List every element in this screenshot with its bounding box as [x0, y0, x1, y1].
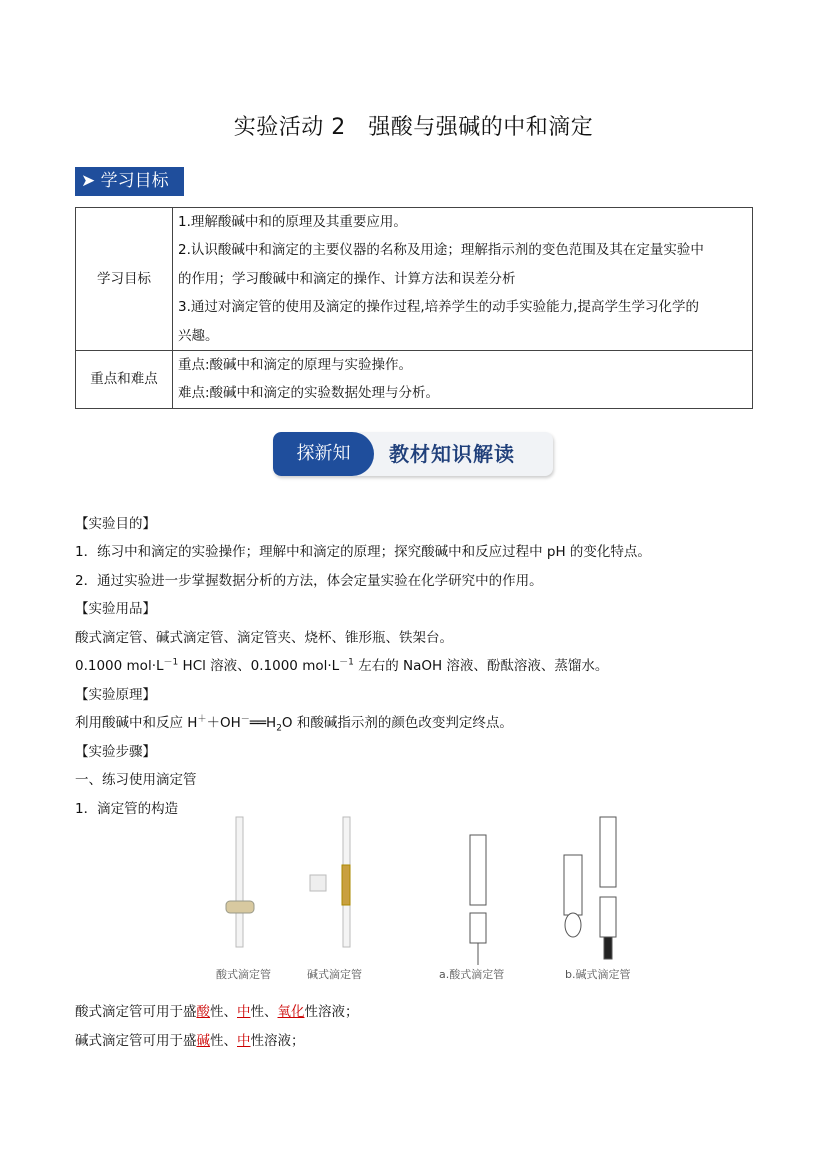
caption: 酸式滴定管 — [216, 968, 271, 981]
answer-blank: 酸 — [196, 1004, 210, 1020]
t: O 和酸碱指示剂的颜色改变判定终点。 — [281, 715, 513, 731]
t: ＋OH — [206, 715, 241, 731]
purpose-1: 1．练习中和滴定的实验操作；理解中和滴定的原理；探究酸碱中和反应过程中 pH 的变化特点。 — [75, 544, 651, 560]
t: －1 — [339, 657, 354, 668]
t: 利用酸碱中和反应 H — [75, 715, 198, 731]
principle — [75, 711, 513, 734]
acid-burette-note — [75, 1000, 359, 1020]
section-banner — [273, 432, 553, 476]
section-badge: ➤ 学习目标 — [75, 167, 184, 196]
base-burette-note — [75, 1029, 305, 1049]
row-head: 学习目标 — [76, 208, 173, 351]
t: 酸式滴定管可用于盛 — [75, 1004, 197, 1020]
purpose-2: 2．通过实验进一步掌握数据分析的方法，体会定量实验在化学研究中的作用。 — [75, 573, 543, 589]
objective-line: 兴趣。 — [178, 327, 219, 344]
objective-line: 1.理解酸碱中和的原理及其重要应用。 — [178, 214, 407, 230]
objective-line: 的作用；学习酸碱中和滴定的操作、计算方法和误差分析 — [178, 270, 516, 287]
step-1: 一、练习使用滴定管 — [75, 772, 197, 788]
heading-principle: 【实验原理】 — [75, 687, 156, 703]
materials-1: 酸式滴定管、碱式滴定管、滴定管夹、烧杯、锥形瓶、铁架台。 — [75, 630, 453, 646]
heading-steps: 【实验步骤】 — [75, 744, 156, 760]
heading-materials: 【实验用品】 — [75, 601, 156, 617]
answer-blank: 中 — [237, 1004, 251, 1020]
t: 性溶液； — [304, 1004, 359, 1020]
t: HCl 溶液、0.1000 mol·L — [178, 658, 340, 674]
objective-line: 2.认识酸碱中和滴定的主要仪器的名称及用途；理解指示剂的变色范围及其在定量实验中 — [178, 242, 704, 259]
t: 性、 — [250, 1004, 278, 1020]
answer-blank: 中 — [237, 1033, 251, 1049]
t: 性溶液； — [250, 1033, 305, 1049]
t: 2 — [276, 723, 282, 734]
key-line: 难点:酸碱中和滴定的实验数据处理与分析。 — [178, 385, 440, 402]
answer-blank: 碱 — [196, 1033, 210, 1049]
answer-blank: 氧化 — [277, 1004, 305, 1020]
t: － — [240, 714, 250, 725]
t: 左右的 NaOH 溶液、酚酞溶液、蒸馏水。 — [353, 658, 609, 674]
t: 0.1000 mol·L — [75, 658, 164, 674]
t: 碱式滴定管可用于盛 — [75, 1033, 197, 1049]
caption: b.碱式滴定管 — [565, 968, 631, 981]
banner-left: 探新知 — [273, 432, 374, 476]
row-head: 重点和难点 — [76, 351, 173, 409]
t: ＋ — [197, 714, 207, 725]
caption: 碱式滴定管 — [307, 968, 362, 981]
t: ══H — [249, 715, 277, 731]
t: 性、 — [210, 1004, 237, 1020]
burette-figure — [200, 815, 650, 965]
heading-purpose: 【实验目的】 — [75, 516, 156, 532]
objectives-table — [75, 207, 753, 409]
key-line: 重点:酸碱中和滴定的原理与实验操作。 — [178, 357, 413, 374]
materials-2 — [75, 654, 608, 674]
caption: a.酸式滴定管 — [439, 968, 505, 981]
objective-line: 3.通过对滴定管的使用及滴定的操作过程,培养学生的动手实验能力,提高学生学习化学的 — [178, 299, 699, 316]
t: 性、 — [210, 1033, 237, 1049]
t: －1 — [163, 657, 179, 668]
page-title: 实验活动 2 强酸与强碱的中和滴定 — [233, 115, 594, 140]
step-1-1: 1．滴定管的构造 — [75, 801, 179, 817]
banner-right: 教材知识解读 — [389, 442, 515, 466]
